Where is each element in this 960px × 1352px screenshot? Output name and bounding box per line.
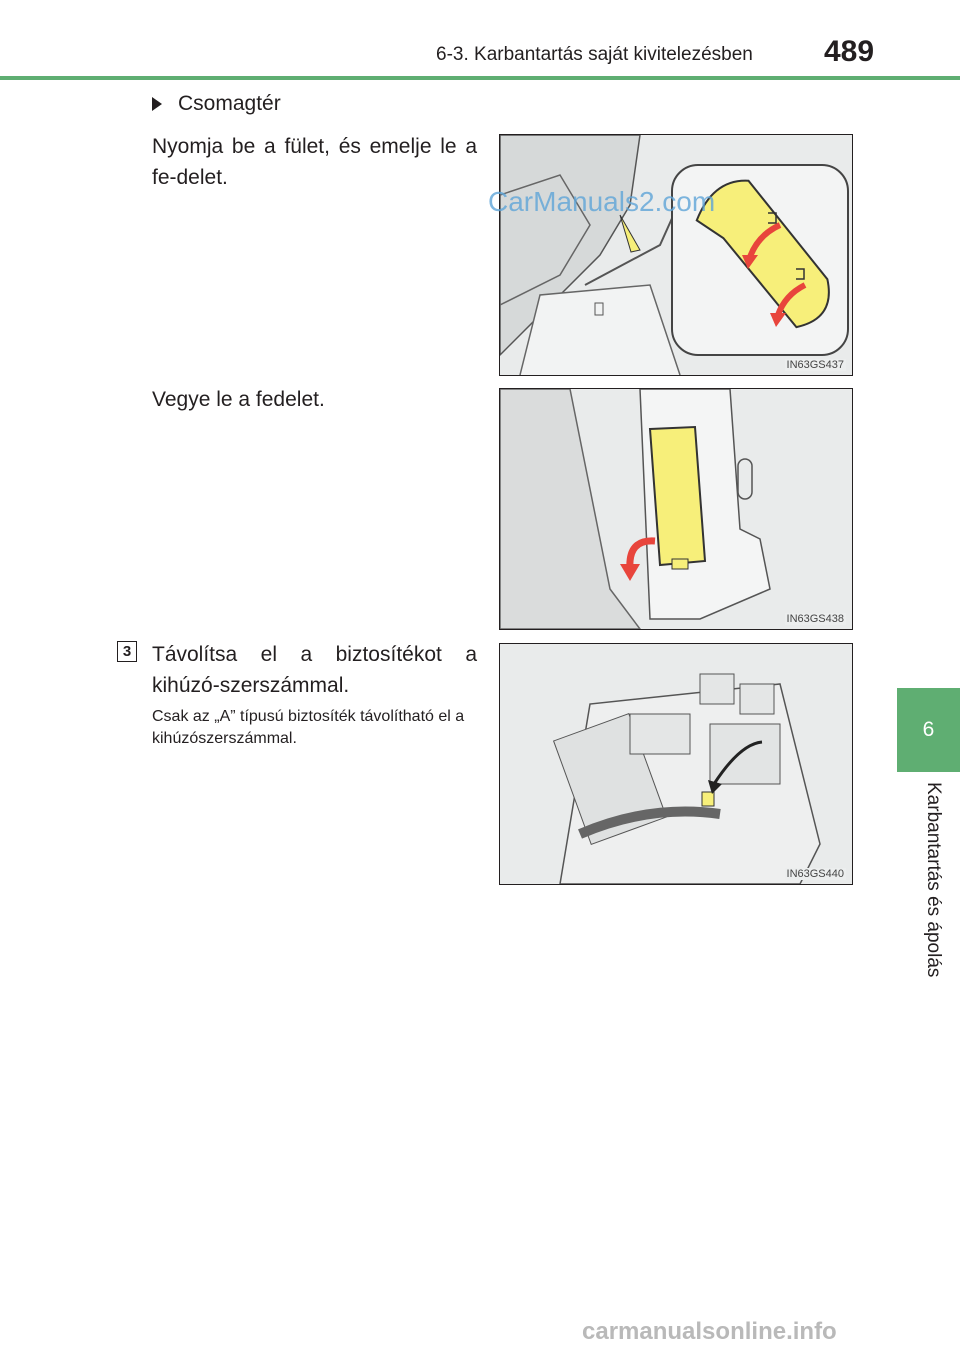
chapter-tab-number: 6 [922, 718, 935, 741]
figure-code: IN63GS437 [786, 359, 844, 371]
figure-fuse-puller [499, 643, 853, 885]
figure-cover-removed [499, 388, 853, 630]
chapter-tab [897, 688, 960, 772]
fuse-box-illustration [500, 644, 852, 884]
step3-text: Távolítsa el a biztosítékot a kihúzó-szerszámmal. [152, 643, 477, 697]
page-number: 489 [824, 35, 875, 68]
figure-trunk-cover [499, 134, 853, 376]
header-rule [0, 76, 960, 80]
step1-text: Nyomja be a fület, és emelje le a fe-delet. [152, 135, 477, 189]
section-heading [152, 92, 281, 116]
step2-text: Vegye le a fedelet. [152, 388, 325, 411]
figure-code: IN63GS440 [786, 868, 844, 880]
step3-note: Csak az „A” típusú biztosíték távolítható el a kihúzószerszámmal. [152, 708, 465, 747]
cover-illustration [500, 389, 852, 629]
header-title: 6-3. Karbantartás saját kivitelezésben [436, 44, 753, 65]
section-heading-text: Csomagtér [178, 92, 281, 115]
chapter-tab-label: Karbantartás és ápolás [923, 782, 944, 978]
trunk-illustration [500, 135, 852, 375]
step3-badge: 3 [117, 641, 137, 662]
watermark-footer: carmanualsonline.info [582, 1318, 837, 1345]
watermark-site: CarManuals2.com [488, 186, 716, 217]
figure-code: IN63GS438 [786, 613, 844, 625]
triangle-bullet-icon [152, 97, 162, 111]
